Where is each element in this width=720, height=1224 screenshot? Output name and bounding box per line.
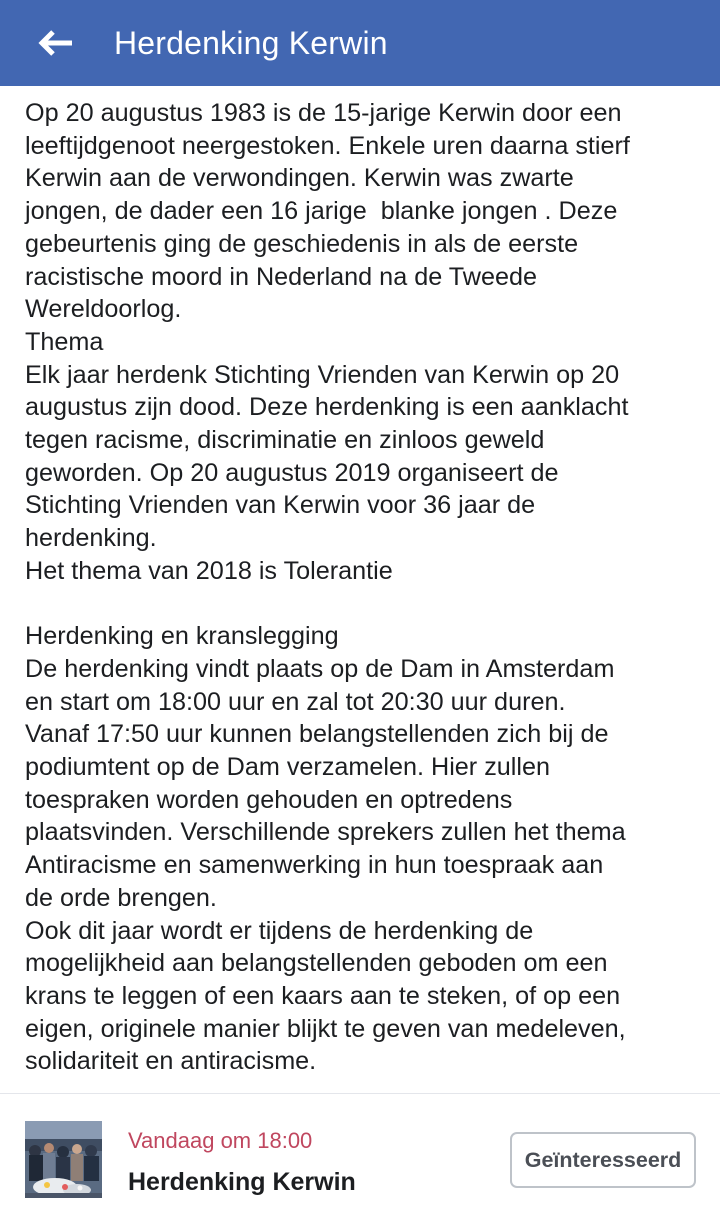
arrow-left-icon [38,28,74,58]
app-header [0,0,720,86]
event-title[interactable]: Herdenking Kerwin [128,1168,356,1196]
event-description: Op 20 augustus 1983 is de 15-jarige Kerwin door een leeftijdgenoot neergestoken. Enkele uren daarna stierf Kerwin aan de verwondingen. Kerwin was zwarte jongen, de dader een 16 jarige blanke jongen . Deze gebeurtenis ging de geschiedenis in als de eerste racistische moord in Nederland na de Tweede Wereldoorlog. Thema Elk jaar herdenk Stichting Vrienden van Kerwin op 20 augustus zijn dood. Deze herdenking is een aanklacht tegen racisme, discriminatie en zinloos geweld geworden. Op 20 augustus 2019 organiseert de Stichting Vrienden van Kerwin voor 36 jaar de herdenking. Het thema van 2018 is Tolerantie Herdenking en kranslegging De herdenking vindt plaats op de Dam in Amsterdam en start om 18:00 uur en zal tot 20:30 uur duren. Vanaf 17:50 uur kunnen belangstellenden zich bij de podiumtent op de Dam verzamelen. Hier zullen toespraken worden gehouden en optredens plaatsvinden. Verschillende sprekers zullen het thema Antiracisme en samenwerking in hun toespraak aan de orde brengen. Ook dit jaar wordt er tijdens de herdenking de mogelijkheid aan belangstellenden geboden om een krans te leggen of een kaars aan te steken, of op een eigen, originele manier blijkt te geven van medeleven, solidariteit en antiracisme. [25,99,630,1076]
event-time: Vandaag om 18:00 [128,1128,313,1153]
back-button[interactable] [26,13,86,73]
interested-button[interactable]: Geïnteresseerd [510,1132,696,1188]
page-title: Herdenking Kerwin [114,24,388,61]
event-thumbnail[interactable] [25,1121,102,1198]
event-photo-image [25,1121,102,1198]
event-description-container [0,86,720,1092]
event-footer-bar [0,1093,720,1224]
